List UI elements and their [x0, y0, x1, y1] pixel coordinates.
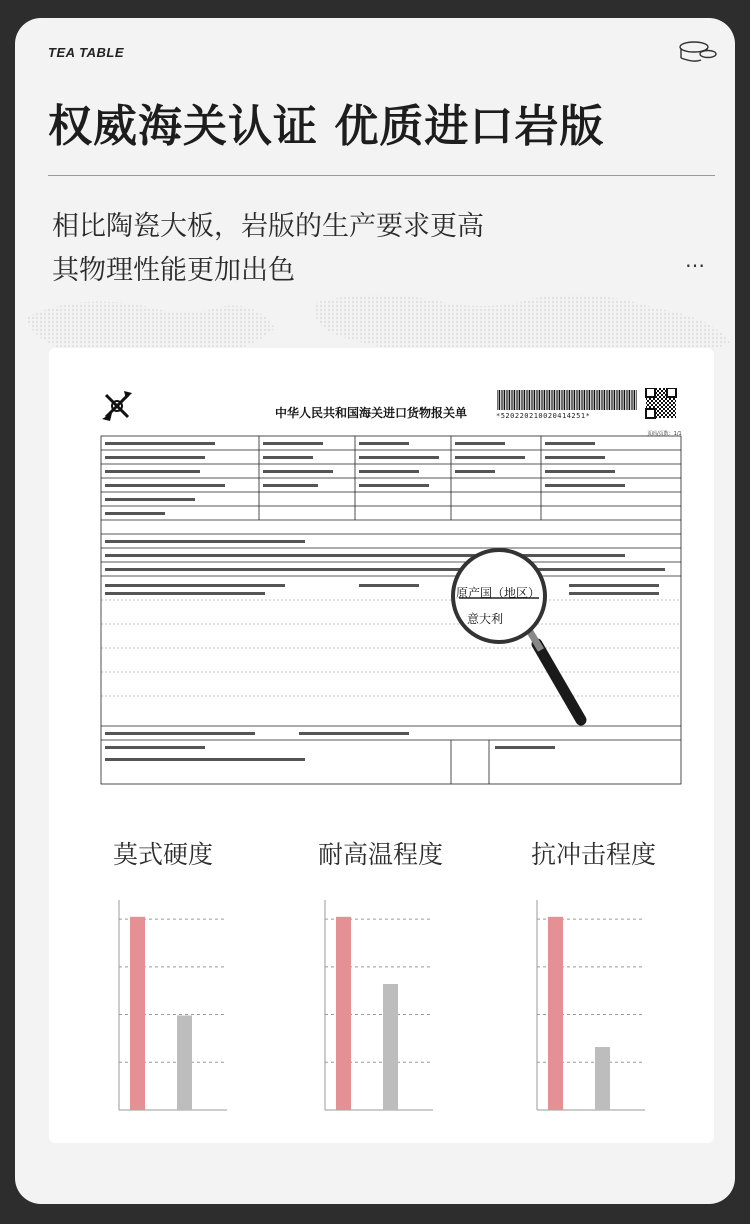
metrics-comparison-charts	[49, 888, 714, 1148]
more-ellipsis: …	[685, 248, 705, 272]
metric-title-hardness: 莫式硬度	[113, 840, 214, 869]
certificate-panel	[49, 348, 714, 1143]
product-card	[15, 18, 735, 1204]
bar-rock-slab	[548, 917, 563, 1110]
barcode	[497, 390, 637, 410]
bar-ceramic	[595, 1047, 610, 1110]
divider	[48, 175, 715, 176]
tea-table-icon	[677, 38, 717, 64]
customs-declaration-form	[99, 388, 683, 786]
page-number: 页码/页数：1/1	[647, 431, 682, 437]
bar-ceramic	[177, 1016, 192, 1111]
bar-ceramic	[383, 984, 398, 1110]
form-title: 中华人民共和国海关进口货物报关单	[275, 406, 468, 420]
bar-rock-slab	[336, 917, 351, 1110]
page-headline: 权威海关认证 优质进口岩版	[48, 101, 605, 152]
description-line-1: 相比陶瓷大板，岩版的生产要求更高	[52, 211, 484, 242]
origin-country-label: 原产国（地区）	[456, 586, 541, 600]
barcode-number: *520220210020414251*	[496, 412, 591, 420]
brand-label: TEA TABLE	[48, 45, 124, 60]
origin-country-value: 意大利	[467, 612, 504, 626]
metric-title-impact-resistance: 抗冲击程度	[531, 840, 657, 869]
magnifier-icon	[429, 548, 589, 748]
metric-title-heat-resistance: 耐高温程度	[318, 840, 444, 869]
description-line-2: 其物理性能更加出色	[52, 255, 295, 286]
qr-code	[646, 388, 676, 418]
bar-rock-slab	[130, 917, 145, 1110]
